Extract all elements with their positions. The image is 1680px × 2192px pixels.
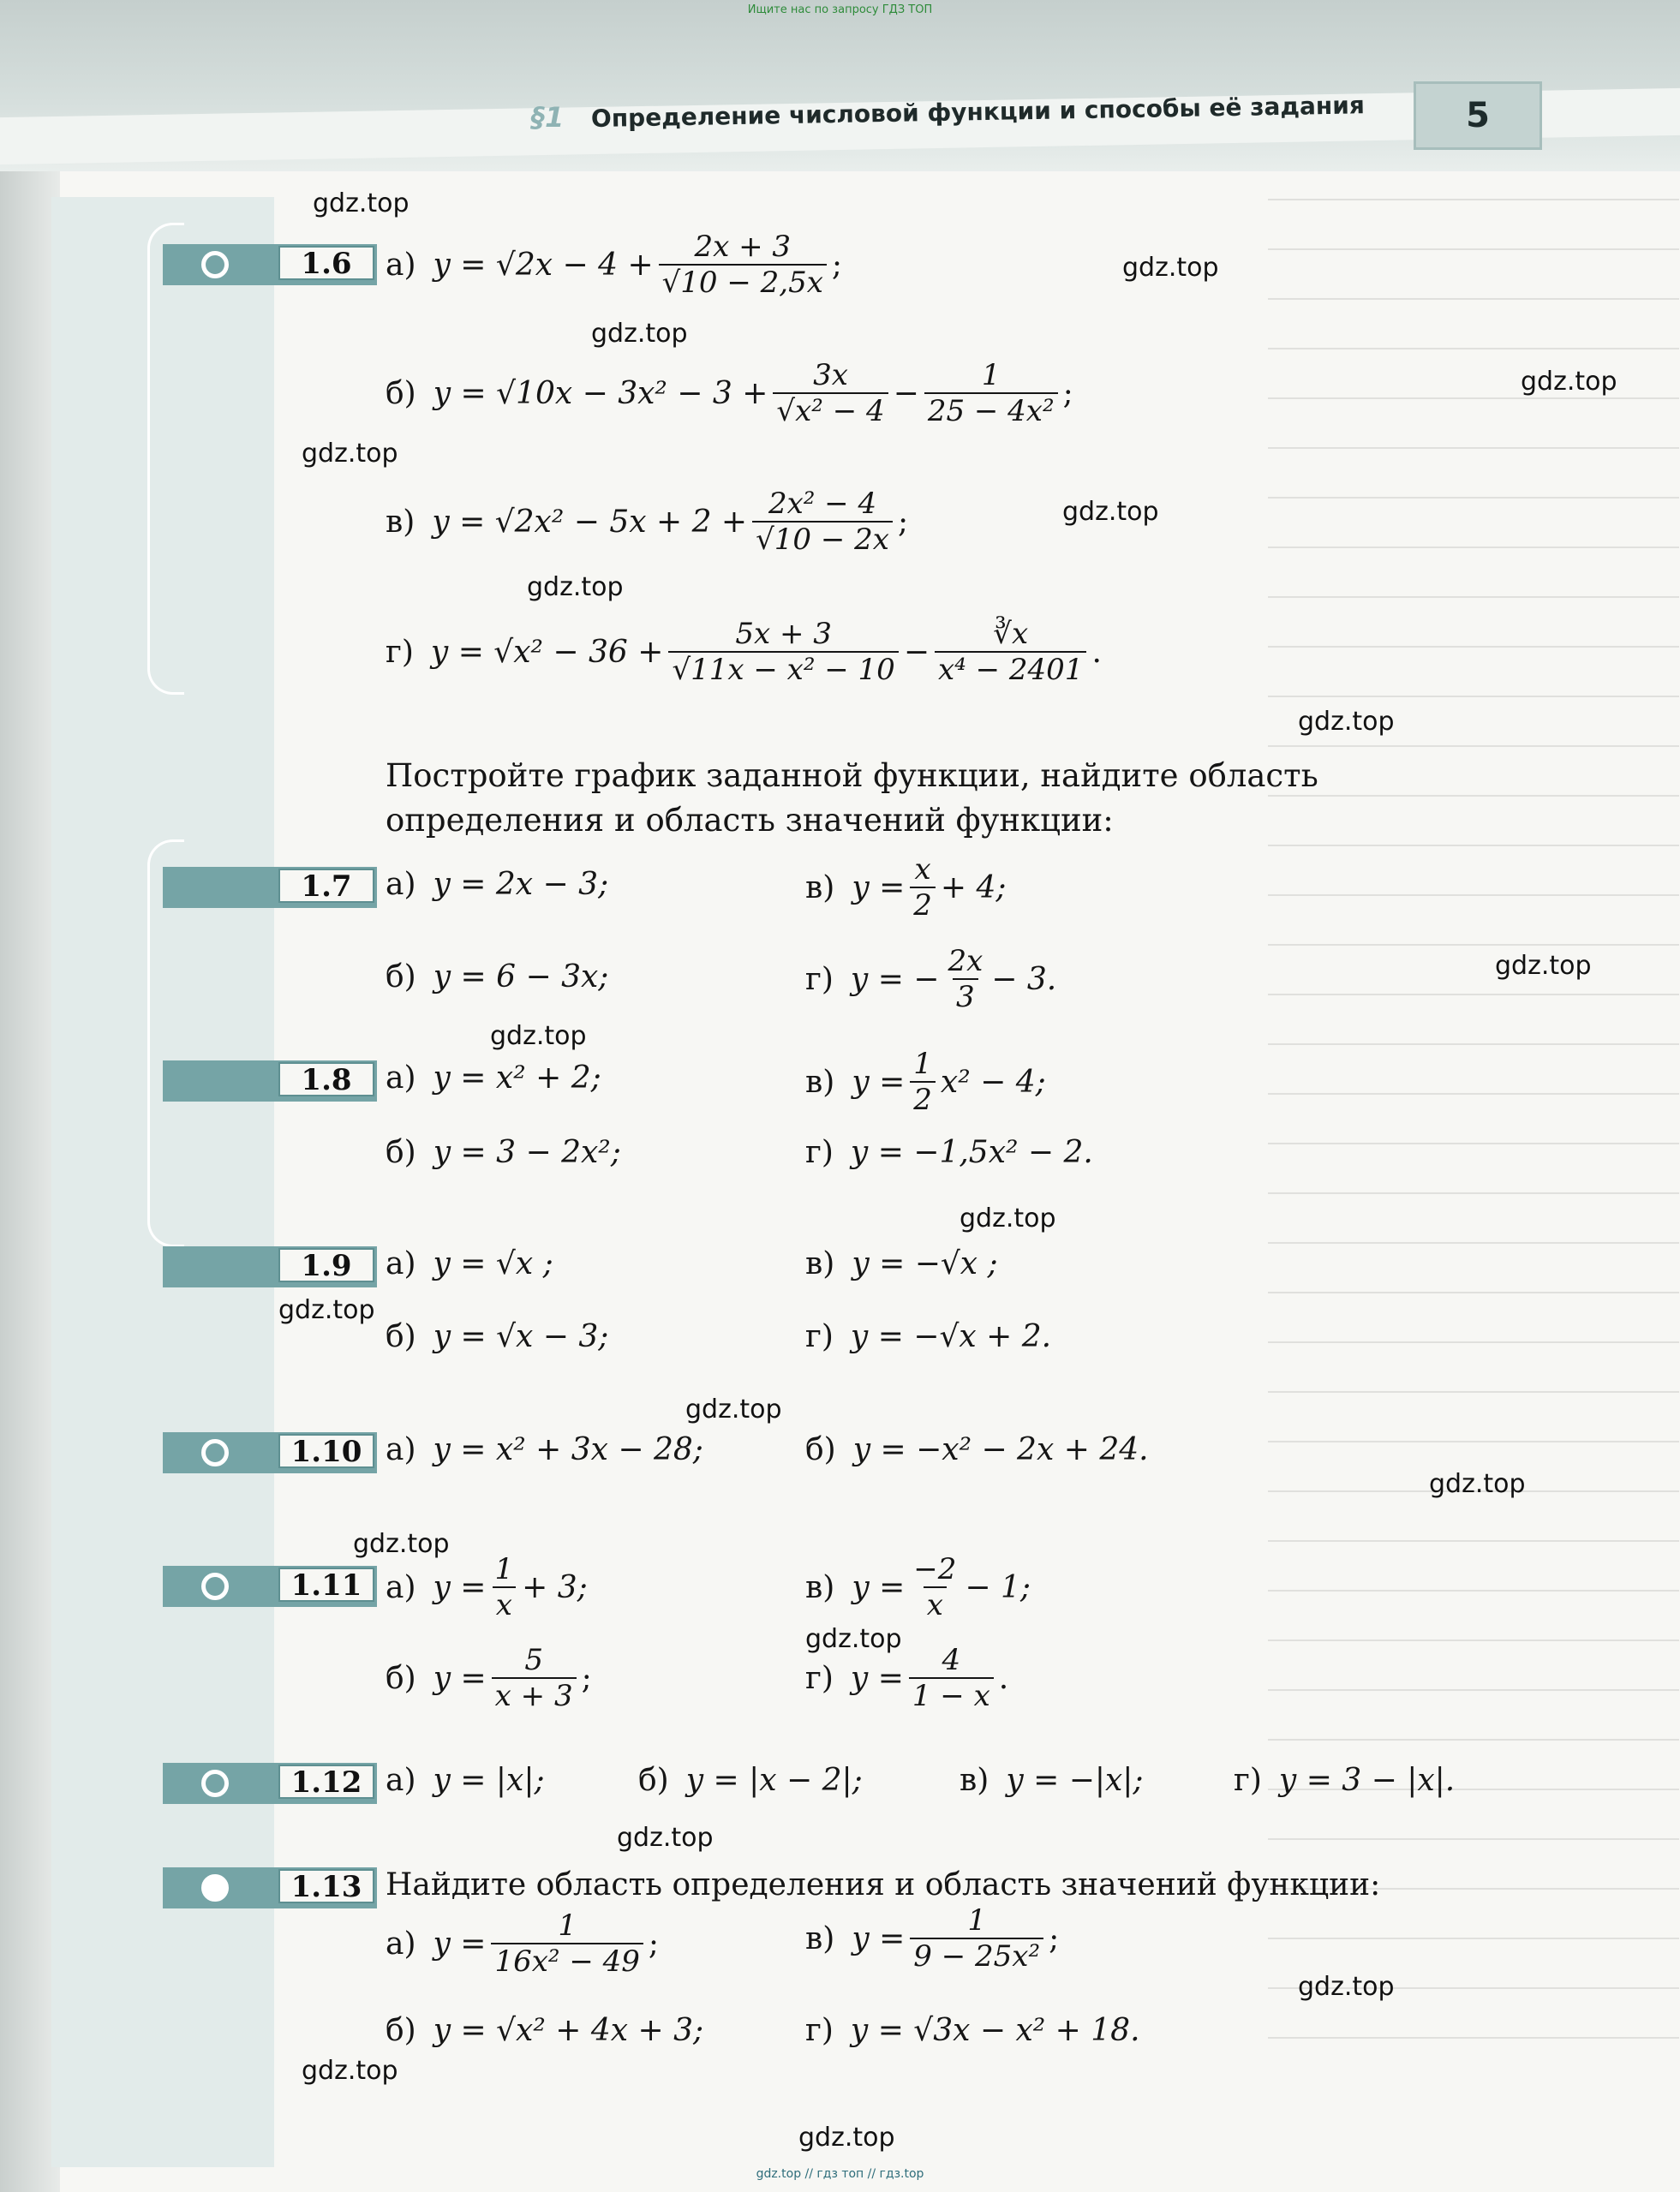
- expression-tail: + 3;: [522, 1569, 588, 1605]
- item-label: а): [386, 1569, 416, 1605]
- item-label: г): [805, 1660, 834, 1696]
- watermark: gdz.top: [1062, 497, 1159, 527]
- item-label: б): [386, 1135, 416, 1170]
- expression: y =: [433, 1660, 487, 1696]
- denominator: x⁴ − 2401: [935, 651, 1086, 687]
- expression: y = x² + 2;: [433, 1060, 601, 1096]
- denominator: 2: [910, 1081, 936, 1117]
- punctuation: ;: [1062, 375, 1073, 411]
- watermark: gdz.top: [960, 1204, 1056, 1233]
- watermark: gdz.top: [302, 439, 398, 469]
- operator: −: [903, 634, 930, 670]
- fraction: [924, 358, 1058, 428]
- fraction: [491, 1908, 643, 1979]
- problem-1-9-v: [805, 1246, 998, 1281]
- expression-tail: x² − 4;: [940, 1064, 1046, 1100]
- expression: y =: [433, 1926, 487, 1962]
- numerator: 4: [942, 1643, 961, 1677]
- section-title: Определение числовой функции и способы её задания: [590, 91, 1366, 133]
- numerator: −2: [913, 1552, 957, 1586]
- item-label: в): [805, 1569, 835, 1605]
- difficulty-filled-circle-icon: [201, 1874, 229, 1902]
- expression: y = √10x − 3x² − 3 +: [433, 375, 768, 411]
- difficulty-circle-icon: [201, 1439, 229, 1466]
- expression: y = |x − 2|;: [685, 1763, 863, 1798]
- expression-tail: − 3.: [991, 961, 1057, 997]
- expression: y = √x² − 36 +: [430, 634, 664, 670]
- punctuation: ;: [897, 504, 909, 540]
- item-label: г): [386, 634, 414, 670]
- fraction: [752, 487, 893, 557]
- task-text: Найдите область определения и область значений функции:: [386, 1867, 1381, 1902]
- watermark: gdz.top: [1429, 1469, 1526, 1499]
- item-label: в): [386, 504, 416, 540]
- item-label: а): [386, 867, 416, 902]
- item-label: г): [805, 1319, 834, 1354]
- problem-bar-1-12: [163, 1763, 377, 1804]
- problem-1-13-g: [805, 2013, 1140, 2048]
- expression: y = √x ;: [433, 1246, 553, 1281]
- problem-1-7-g: [805, 944, 1056, 1014]
- problem-1-8-g: [805, 1135, 1093, 1170]
- watermark: gdz.top: [617, 1823, 714, 1853]
- problem-1-9-a: [386, 1246, 553, 1281]
- expression: y = √2x − 4 +: [433, 247, 654, 283]
- footer-tagline: gdz.top // гдз топ // гдз.top: [756, 2167, 924, 2181]
- punctuation: .: [1091, 634, 1102, 670]
- fraction: [910, 852, 936, 923]
- problem-1-10-b: [805, 1432, 1149, 1467]
- item-label: б): [638, 1763, 669, 1798]
- fraction: [910, 1903, 1043, 1974]
- numerator: x: [914, 852, 931, 887]
- numerator: 1: [967, 1903, 986, 1938]
- punctuation: .: [998, 1660, 1009, 1696]
- item-label: а): [386, 1060, 416, 1096]
- problem-1-7-b: [386, 959, 608, 994]
- difficulty-circle-icon: [201, 1573, 229, 1600]
- item-label: а): [386, 1246, 416, 1281]
- punctuation: ;: [831, 247, 843, 283]
- item-label: в): [805, 1064, 835, 1100]
- numerator: 2x + 3: [694, 230, 792, 264]
- denominator: √11x − x² − 10: [668, 651, 898, 687]
- problem-number: 1.7: [278, 869, 374, 903]
- item-label: в): [805, 1246, 835, 1281]
- problem-bar-1-11: [163, 1566, 377, 1607]
- problem-number: 1.10: [278, 1434, 374, 1468]
- numerator: 1: [558, 1908, 577, 1943]
- watermark: gdz.top: [353, 1529, 450, 1559]
- expression: y =: [852, 1569, 906, 1605]
- watermark: gdz.top: [490, 1021, 587, 1051]
- problem-1-9-g: [805, 1319, 1051, 1354]
- intro-text: Постройте график заданной функции, найдите область определения и область значений функции:: [386, 757, 1318, 839]
- difficulty-circle-icon: [201, 1770, 229, 1797]
- expression: y = −x² − 2x + 24.: [852, 1432, 1149, 1467]
- denominator: x: [493, 1586, 516, 1622]
- expression-tail: + 4;: [940, 869, 1007, 905]
- denominator: √10 − 2x: [752, 521, 893, 557]
- numerator: 1: [913, 1047, 932, 1081]
- problem-number: 1.13: [278, 1869, 374, 1903]
- expression: y = −|x|;: [1006, 1763, 1144, 1798]
- item-label: г): [1234, 1763, 1262, 1798]
- expression: y = −√x ;: [852, 1246, 998, 1281]
- problem-bar-1-8: [163, 1060, 377, 1102]
- numerator: 1: [981, 358, 1001, 392]
- expression: y =: [852, 1064, 906, 1100]
- denominator: 16x² − 49: [491, 1943, 643, 1979]
- denominator: √10 − 2,5x: [659, 264, 827, 300]
- expression: y = √x − 3;: [433, 1319, 609, 1354]
- item-label: г): [805, 961, 834, 997]
- item-label: б): [386, 375, 416, 411]
- punctuation: ;: [581, 1660, 592, 1696]
- group-bracket-1-6: [147, 223, 184, 695]
- numerator: 5: [524, 1643, 543, 1677]
- item-label: б): [386, 2013, 416, 2048]
- problem-1-8-v: [805, 1047, 1046, 1117]
- item-label: г): [805, 2013, 834, 2048]
- problem-1-13-v: [805, 1903, 1059, 1974]
- numerator: 2x: [948, 944, 983, 978]
- expression: y = −1,5x² − 2.: [850, 1135, 1093, 1170]
- expression: y = √3x − x² + 18.: [850, 2013, 1140, 2048]
- watermark: gdz.top: [1298, 1972, 1395, 2002]
- expression: y =: [852, 1920, 906, 1956]
- problem-1-12-b: [638, 1763, 863, 1798]
- problem-number: 1.11: [278, 1568, 374, 1602]
- problem-1-12-g: [1234, 1763, 1455, 1798]
- problem-1-13-b: [386, 2013, 703, 2048]
- section-label: §1: [531, 101, 565, 134]
- item-label: а): [386, 1432, 416, 1467]
- difficulty-circle-icon: [201, 251, 229, 278]
- expression: y = 6 − 3x;: [433, 959, 609, 994]
- problem-1-13-text: [386, 1867, 1380, 1902]
- denominator: 9 − 25x²: [910, 1938, 1043, 1974]
- page-number: 5: [1414, 81, 1542, 150]
- problem-1-6-v: [386, 487, 908, 557]
- numerator: 5x + 3: [735, 617, 832, 651]
- item-label: б): [386, 1319, 416, 1354]
- denominator: √x² − 4: [773, 392, 888, 428]
- item-label: в): [805, 1920, 835, 1956]
- watermark: gdz.top: [685, 1395, 782, 1425]
- watermark: gdz.top: [591, 319, 688, 349]
- denominator: x + 3: [492, 1677, 577, 1713]
- fraction: [910, 1047, 936, 1117]
- denominator: x: [924, 1586, 947, 1622]
- problem-bar-1-6: [163, 244, 377, 285]
- item-label: б): [386, 1660, 416, 1696]
- denominator: 3: [953, 978, 978, 1014]
- item-label: б): [386, 959, 416, 994]
- expression: y = −: [850, 961, 940, 997]
- watermark: gdz.top: [798, 2123, 895, 2153]
- expression: y =: [433, 1569, 487, 1605]
- fraction: [773, 358, 888, 428]
- numerator: 2x² − 4: [768, 487, 877, 521]
- numerator: 3x: [813, 358, 848, 392]
- problem-1-9-b: [386, 1319, 608, 1354]
- expression: y = −√x + 2.: [850, 1319, 1052, 1354]
- expression: y = √x² + 4x + 3;: [433, 2013, 704, 2048]
- top-tagline: Ищите нас по запросу ГДЗ ТОП: [747, 3, 933, 16]
- denominator: 2: [910, 887, 936, 923]
- expression-tail: − 1;: [965, 1569, 1031, 1605]
- watermark: gdz.top: [313, 188, 410, 218]
- problem-1-13-a: [386, 1908, 659, 1979]
- punctuation: ;: [648, 1926, 660, 1962]
- problem-1-11-v: [805, 1552, 1031, 1622]
- problem-bar-1-9: [163, 1246, 377, 1287]
- problem-1-12-v: [960, 1763, 1144, 1798]
- problem-number: 1.12: [278, 1765, 374, 1799]
- expression: y =: [852, 869, 906, 905]
- watermark: gdz.top: [1122, 253, 1219, 283]
- numerator: ∛x: [993, 617, 1029, 651]
- problem-1-8-b: [386, 1135, 621, 1170]
- problem-1-6-a: [386, 230, 842, 300]
- item-label: а): [386, 247, 416, 283]
- fraction: [491, 1552, 517, 1622]
- denominator: 1 − x: [909, 1677, 994, 1713]
- watermark: gdz.top: [302, 2056, 398, 2086]
- item-label: в): [960, 1763, 989, 1798]
- problem-1-11-a: [386, 1552, 588, 1622]
- item-label: в): [805, 869, 835, 905]
- problem-number: 1.8: [278, 1062, 374, 1096]
- expression: y = 2x − 3;: [433, 867, 609, 902]
- problem-1-12-a: [386, 1763, 545, 1798]
- punctuation: ;: [1049, 1920, 1060, 1956]
- fraction: [492, 1643, 577, 1713]
- watermark: gdz.top: [527, 572, 624, 602]
- problem-1-10-a: [386, 1432, 703, 1467]
- expression: y = |x|;: [433, 1763, 545, 1798]
- item-label: а): [386, 1763, 416, 1798]
- watermark: gdz.top: [1521, 367, 1617, 397]
- item-label: б): [805, 1432, 836, 1467]
- fraction: [944, 944, 986, 1014]
- problem-1-7-v: [805, 852, 1007, 923]
- problem-1-11-b: [386, 1643, 592, 1713]
- numerator: 1: [494, 1552, 514, 1586]
- item-label: а): [386, 1926, 416, 1962]
- item-label: г): [805, 1135, 834, 1170]
- watermark: gdz.top: [1495, 951, 1592, 981]
- watermark: gdz.top: [1298, 707, 1395, 737]
- fraction: [909, 1643, 994, 1713]
- fraction: [659, 230, 827, 300]
- problem-bar-1-13: [163, 1867, 377, 1908]
- expression: y = 3 − |x|.: [1278, 1763, 1456, 1798]
- denominator: 25 − 4x²: [924, 392, 1058, 428]
- problem-1-7-a: [386, 867, 608, 902]
- problem-bar-1-10: [163, 1432, 377, 1473]
- expression: y = 3 − 2x²;: [433, 1135, 621, 1170]
- operator: −: [893, 375, 919, 411]
- fraction: [910, 1552, 960, 1622]
- expression: y =: [850, 1660, 904, 1696]
- watermark: gdz.top: [805, 1624, 902, 1654]
- problem-1-8-a: [386, 1060, 601, 1096]
- problem-number: 1.9: [278, 1248, 374, 1282]
- watermark: gdz.top: [278, 1295, 375, 1325]
- problem-1-6-b: [386, 358, 1073, 428]
- problem-1-6-g: [386, 617, 1102, 687]
- fraction: [935, 617, 1086, 687]
- problem-bar-1-7: [163, 867, 377, 908]
- expression: y = √2x² − 5x + 2 +: [432, 504, 748, 540]
- problem-number: 1.6: [278, 246, 374, 280]
- expression: y = x² + 3x − 28;: [433, 1432, 703, 1467]
- fraction: [668, 617, 898, 687]
